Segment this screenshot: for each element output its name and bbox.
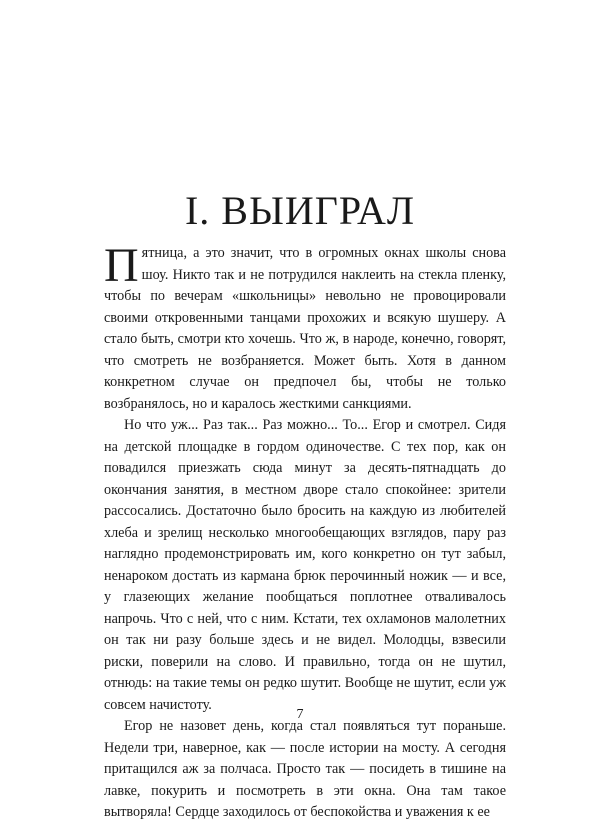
paragraph-1 [104, 239, 506, 415]
body-text [104, 239, 506, 824]
chapter-title: I. ВЫИГРАЛ [184, 187, 416, 233]
page-number: 7 [296, 707, 304, 722]
drop-cap: П [104, 239, 139, 292]
paragraph-3: Егор не назовет день, когда стал появляться тут пораньше. Недели три, наверное, как — после истории на мосту. А сегодня притащился аж за полчаса. Просто так — посидеть в тишине на лавке, покурить и посмотреть в эти окна. Она там такое вытворяла! Сердце заходилось от беспокойства и уважения к ее [104, 718, 506, 820]
paragraph-1-text: ятница, а это значит, что в огромных окнах школы снова шоу. Никто так и не потрудился наклеить на стекла пленку, чтобы по вечерам «школьницы» невольно не провоцировали своими откровенными танцами прохожих и всякую шушеру. А стало быть, смотри кто хочешь. Что ж, в народе, конечно, говорят, что смотреть не возбраняется. Может быть. Хотя в данном конкретном случае он предпочел бы, чтобы не только возбранялось, но и каралось жесткими санкциями. [104, 245, 506, 412]
paragraph-2: Но что уж... Раз так... Раз можно... То... Егор и смотрел. Сидя на детской площадке в гордом одиночестве. С тех пор, как он повадился приезжать сюда минут за десять-пятнадцать до окончания занятия, в местном дворе стало спокойнее: зрители рассосались. Достаточно было бросить на каждую из любителей хлеба и зрелищ несколько многообещающих взглядов, пару раз наглядно продемонстрировать им, кого конкретно он тут забыл, ненароком достать из кармана брюк перочинный ножик — и все, у глазеющих желание пообщаться поплотнее отваливалось напрочь. Что с ней, что с ним. Кстати, тех охламонов малолетних он так ни разу больше здесь и не видел. Молодцы, взвесили риски, поверили на слово. И правильно, тогда он не шутил, отнюдь: на такие темы он редко шутит. Вообще не шутит, если уж совсем начистоту. [104, 417, 506, 713]
